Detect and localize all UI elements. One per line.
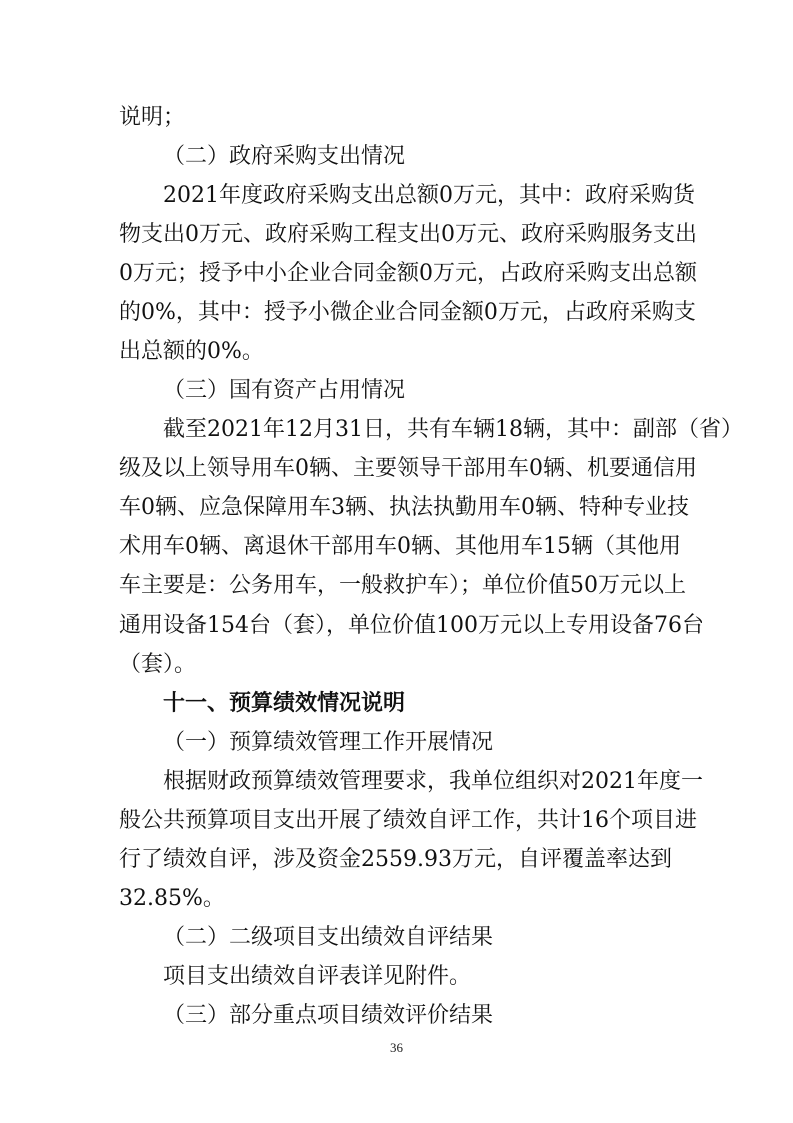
- paragraph-line: 2021年度政府采购支出总额0万元，其中：政府采购货: [163, 183, 695, 208]
- paragraph-line: 车主要是：公务用车，一般救护车）；单位价值50万元以上: [119, 573, 686, 598]
- page-number: 36: [390, 1040, 403, 1055]
- paragraph-line: 出总额的0%。: [119, 339, 264, 364]
- paragraph-line: 项目支出绩效自评表详见附件。: [163, 964, 472, 989]
- paragraph-line: 物支出0万元、政府采购工程支出0万元、政府采购服务支出: [119, 222, 697, 247]
- section-heading-management: （一）预算绩效管理工作开展情况: [163, 730, 494, 755]
- section-heading-key-projects: （三）部分重点项目绩效评价结果: [163, 1003, 494, 1028]
- paragraph-line: 行了绩效自评，涉及资金2559.93万元，自评覆盖率达到: [119, 847, 672, 872]
- paragraph-line: 说明；: [119, 105, 186, 130]
- paragraph-line: 术用车0辆、离退休干部用车0辆、其他用车15辆（其他用: [119, 534, 681, 559]
- section-heading-assets: （三）国有资产占用情况: [163, 378, 406, 403]
- chapter-heading-performance: 十一、预算绩效情况说明: [163, 691, 406, 716]
- paragraph-line: 通用设备154台（套），单位价值100万元以上专用设备76台: [119, 613, 704, 638]
- section-heading-self-evaluation: （二）二级项目支出绩效自评结果: [163, 925, 494, 950]
- paragraph-line: 截至2021年12月31日，共有车辆18辆，其中：副部（省）: [163, 417, 743, 442]
- paragraph-line: 般公共预算项目支出开展了绩效自评工作，共计16个项目进: [119, 808, 697, 833]
- paragraph-line: 的0%，其中：授予小微企业合同金额0万元，占政府采购支: [119, 300, 696, 325]
- section-heading-procurement: （二）政府采购支出情况: [163, 144, 406, 169]
- paragraph-line: 根据财政预算绩效管理要求，我单位组织对2021年度一: [163, 769, 703, 794]
- paragraph-line: 32.85%。: [119, 886, 225, 911]
- paragraph-line: 车0辆、应急保障用车3辆、执法执勤用车0辆、特种专业技: [119, 495, 689, 520]
- paragraph-line: （套）。: [119, 652, 197, 677]
- paragraph-line: 0万元；授予中小企业合同金额0万元，占政府采购支出总额: [119, 261, 697, 286]
- paragraph-line: 级及以上领导用车0辆、主要领导干部用车0辆、机要通信用: [119, 456, 697, 481]
